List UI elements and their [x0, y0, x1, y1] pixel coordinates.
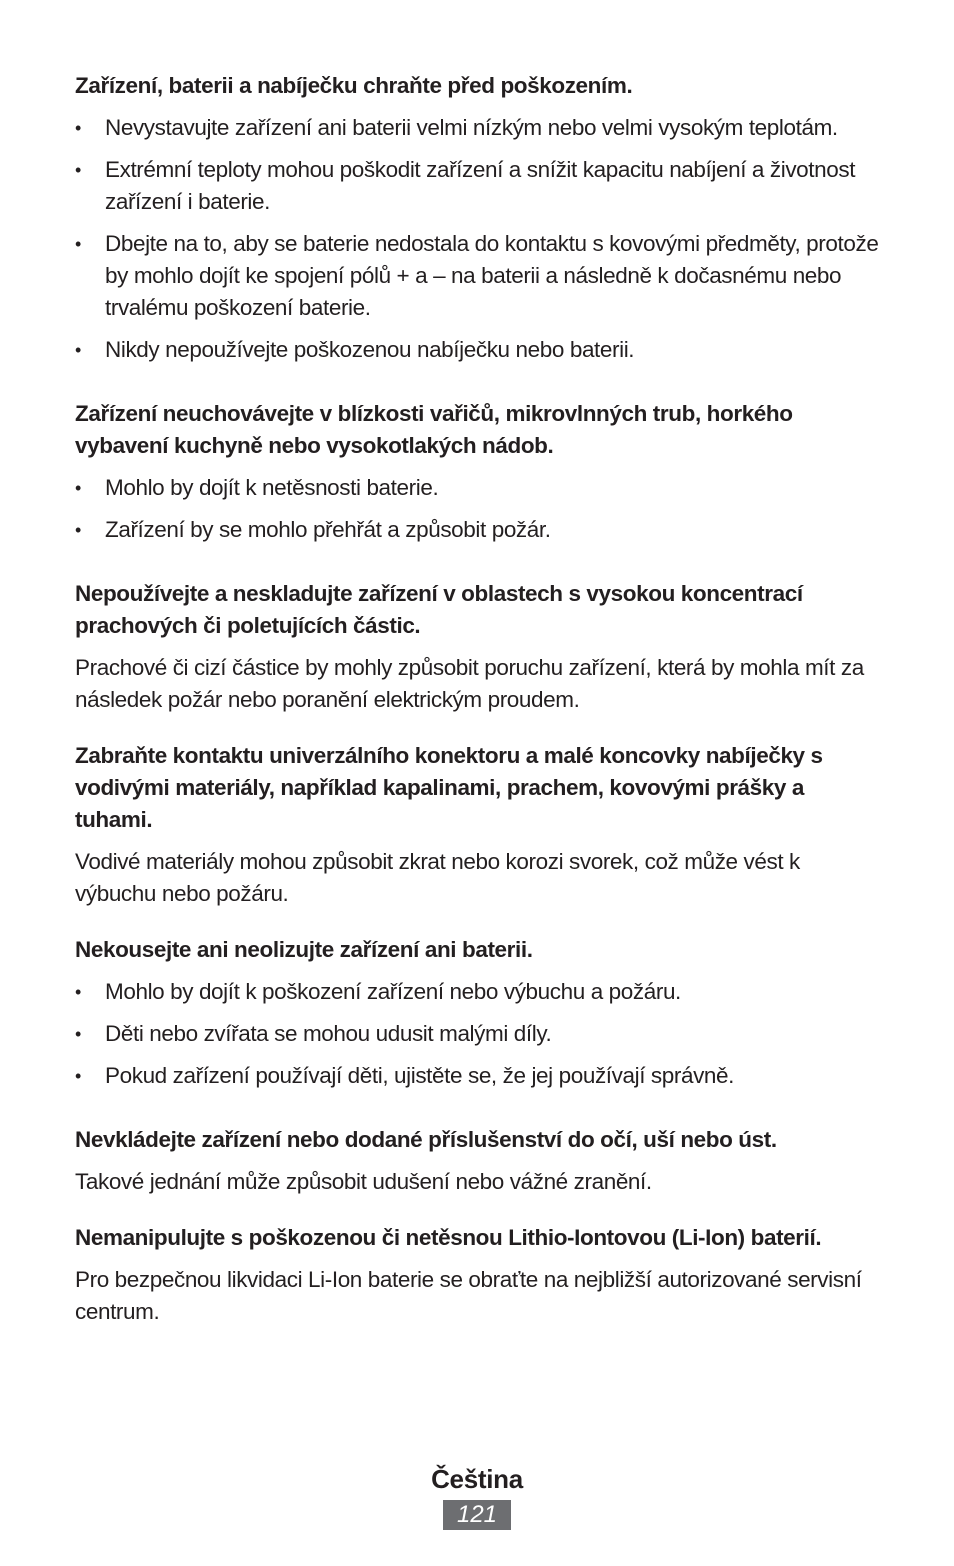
section-li-ion-battery	[75, 1222, 885, 1328]
bullet-icon: •	[75, 160, 81, 180]
section-conductive-materials	[75, 740, 885, 910]
list-item: • Děti nebo zvířata se mohou udusit malými díly.	[75, 1018, 885, 1050]
bullet-list	[75, 472, 885, 546]
bullet-icon: •	[75, 340, 81, 360]
footer-language: Čeština	[431, 1464, 523, 1494]
bullet-icon: •	[75, 478, 81, 498]
section-heading: Nevkládejte zařízení nebo dodané příslušenství do očí, uší nebo úst.	[75, 1127, 777, 1152]
bullet-icon: •	[75, 118, 81, 138]
section-heading: Nemanipulujte s poškozenou či netěsnou Lithio-Iontovou (Li-Ion) baterií.	[75, 1225, 822, 1250]
section-heading: Nekousejte ani neolizujte zařízení ani baterii.	[75, 937, 533, 962]
section-do-not-bite	[75, 934, 885, 1092]
page-number: 121	[443, 1500, 511, 1530]
section-heading: Zařízení, baterii a nabíječku chraňte před poškozením.	[75, 73, 633, 98]
list-item: • Nevystavujte zařízení ani baterii velmi nízkým nebo velmi vysokým teplotám.	[75, 112, 885, 144]
section-heat-sources	[75, 398, 885, 546]
section-heading: Nepoužívejte a neskladujte zařízení v oblastech s vysokou koncentrací prachových či poletujících částic.	[75, 581, 803, 638]
bullet-icon: •	[75, 1024, 81, 1044]
bullet-icon: •	[75, 234, 81, 254]
list-item: • Extrémní teploty mohou poškodit zařízení a snížit kapacitu nabíjení a životnost zařízení i baterie.	[75, 154, 885, 218]
section-protect-device	[75, 70, 885, 366]
bullet-icon: •	[75, 520, 81, 540]
page-content	[75, 70, 885, 1328]
section-paragraph: Prachové či cizí částice by mohly způsobit poruchu zařízení, která by mohla mít za následek požár nebo poranění elektrickým proudem.	[75, 655, 864, 712]
section-paragraph: Vodivé materiály mohou způsobit zkrat nebo korozi svorek, což může vést k výbuchu nebo požáru.	[75, 849, 800, 906]
bullet-list	[75, 976, 885, 1092]
section-heading: Zařízení neuchovávejte v blízkosti vařičů, mikrovlnných trub, horkého vybavení kuchyně nebo vysokotlakých nádob.	[75, 401, 793, 458]
list-item: • Pokud zařízení používají děti, ujistěte se, že jej používají správně.	[75, 1060, 885, 1092]
list-item: • Zařízení by se mohlo přehřát a způsobit požár.	[75, 514, 885, 546]
section-dust	[75, 578, 885, 716]
list-item: • Mohlo by dojít k netěsnosti baterie.	[75, 472, 885, 504]
bullet-icon: •	[75, 1066, 81, 1086]
page-footer	[0, 1462, 954, 1530]
list-item: • Dbejte na to, aby se baterie nedostala do kontaktu s kovovými předměty, protože by mohlo dojít ke spojení pólů + a – na baterii a následně k dočasnému nebo trvalému poškození baterie.	[75, 228, 885, 324]
bullet-icon: •	[75, 982, 81, 1002]
section-paragraph: Takové jednání může způsobit udušení nebo vážné zranění.	[75, 1169, 652, 1194]
list-item: • Mohlo by dojít k poškození zařízení nebo výbuchu a požáru.	[75, 976, 885, 1008]
section-paragraph: Pro bezpečnou likvidaci Li-Ion baterie se obraťte na nejbližší autorizované servisní centrum.	[75, 1267, 862, 1324]
section-eyes-ears-mouth	[75, 1124, 885, 1198]
bullet-list	[75, 112, 885, 366]
section-heading: Zabraňte kontaktu univerzálního konektoru a malé koncovky nabíječky s vodivými materiály, například kapalinami, prachem, kovovými prášky a tuhami.	[75, 743, 823, 832]
list-item: • Nikdy nepoužívejte poškozenou nabíječku nebo baterii.	[75, 334, 885, 366]
